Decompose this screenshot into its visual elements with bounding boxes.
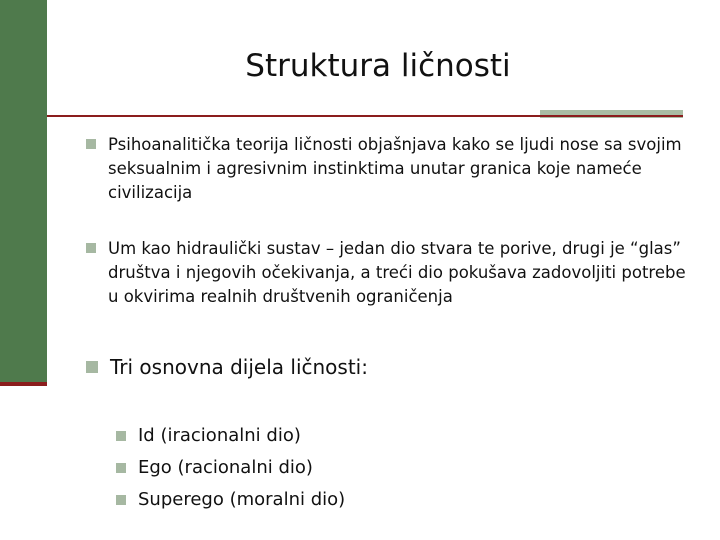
sub-bullet-item bbox=[116, 484, 345, 516]
square-bullet-icon bbox=[116, 431, 126, 441]
slide-title: Struktura ličnosti bbox=[245, 48, 511, 84]
sub-bullet-text: Superego (moralni dio) bbox=[138, 489, 346, 510]
sub-bullet-item bbox=[116, 420, 345, 452]
bullet-item-3 bbox=[86, 353, 686, 381]
bullet-text: Psihoanalitička teorija ličnosti objašnjava kako se ljudi nose sa svojim seksualnim i agresivnim instinktima unutar granica koje nameće civilizacija bbox=[108, 135, 682, 202]
sub-bullet-item bbox=[116, 452, 345, 484]
square-bullet-icon bbox=[116, 463, 126, 473]
sub-bullet-text: Ego (racionalni dio) bbox=[138, 457, 313, 478]
sub-bullet-text: Id (iracionalni dio) bbox=[138, 425, 301, 446]
square-bullet-icon bbox=[86, 139, 96, 149]
bullet-item-1 bbox=[86, 133, 686, 205]
bullet-text: Um kao hidraulički sustav – jedan dio stvara te porive, drugi je “glas” društva i njegovih očekivanja, a treći dio pokušava zadovoljiti potrebe u okvirima realnih društvenih ograničenja bbox=[108, 239, 686, 306]
square-bullet-icon bbox=[86, 243, 96, 253]
left-bar-red-accent bbox=[0, 382, 47, 386]
title-rule bbox=[47, 115, 683, 117]
square-bullet-icon bbox=[86, 361, 98, 373]
sub-bullet-list bbox=[116, 420, 345, 516]
bullet-text: Tri osnovna dijela ličnosti: bbox=[110, 355, 368, 379]
bullet-item-2 bbox=[86, 237, 686, 309]
square-bullet-icon bbox=[116, 495, 126, 505]
